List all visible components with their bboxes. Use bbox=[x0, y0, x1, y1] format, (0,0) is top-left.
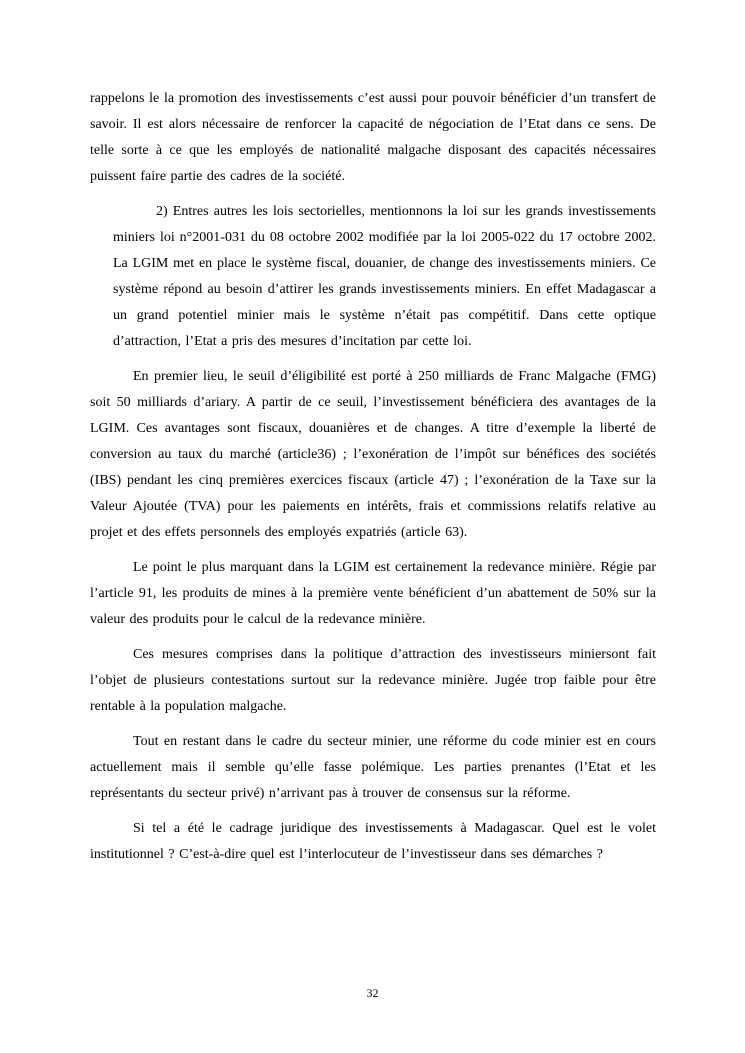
paragraph-list-item-2-lgim: 2) Entres autres les lois sectorielles, mentionnons la loi sur les grands investissements miniers loi n°2001-031 du 08 octobre 2002 modifiée par la loi 2005-022 du 17 octobre 2002. La LGIM met en place le système fiscal, douanier, de change des investissements miniers. Ce système répond au besoin d’attirer les grands investissements miniers. En effet Madagascar a un grand potentiel minier mais le système n’était pas compétitif. Dans cette optique d’attraction, l’Etat a pris des mesures d’incitation par cette loi. bbox=[113, 204, 656, 349]
paragraph-question-institutionnelle: Si tel a été le cadrage juridique des investissements à Madagascar. Quel est le volet institutionnel ? C’est-à-dire quel est l’interlocuteur de l’investisseur dans ses démarches ? bbox=[90, 821, 656, 862]
paragraph-intro-continuation: rappelons le la promotion des investissements c’est aussi pour pouvoir bénéficier d’un transfert de savoir. Il est alors nécessaire de renforcer la capacité de négociation de l’Etat dans ce sens. De telle sorte à ce que les employés de nationalité malgache disposant des capacités nécessaires puissent faire partie des cadres de la société. bbox=[90, 91, 656, 184]
paragraph-seuil-eligibilite: En premier lieu, le seuil d’éligibilité est porté à 250 milliards de Franc Malgache (FMG) soit 50 milliards d’ariary. A partir de ce seuil, l’investissement bénéficiera des avantages de la LGIM. Ces avantages sont fiscaux, douanières et de changes. A titre d’exemple la liberté de conversion au taux du marché (article36) ; l’exonération de l’impôt sur bénéfices des sociétés (IBS) pendant les cinq premières exercices fiscaux (article 47) ; l’exonération de la Taxe sur la Valeur Ajoutée (TVA) pour les paiements en intérêts, frais et commissions relatifs relative au projet et des effets personnels des employés expatriés (article 63). bbox=[90, 369, 656, 540]
paragraph-redevance-miniere: Le point le plus marquant dans la LGIM est certainement la redevance minière. Régie par l’article 91, les produits de mines à la première vente bénéficient d’un abattement de 50% sur la valeur des produits pour le calcul de la redevance minière. bbox=[90, 560, 656, 627]
paragraph-reforme-code-minier: Tout en restant dans le cadre du secteur minier, une réforme du code minier est en cours actuellement mais il semble qu’elle fasse polémique. Les parties prenantes (l’Etat et les représentants du secteur privé) n’arrivant pas à trouver de consensus sur la réforme. bbox=[90, 734, 656, 801]
page-content bbox=[90, 86, 656, 877]
paragraph-contestations: Ces mesures comprises dans la politique d’attraction des investisseurs miniersont fait l’objet de plusieurs contestations surtout sur la redevance minière. Jugée trop faible pour être rentable à la population malgache. bbox=[90, 647, 656, 714]
page-number: 32 bbox=[366, 986, 379, 1000]
